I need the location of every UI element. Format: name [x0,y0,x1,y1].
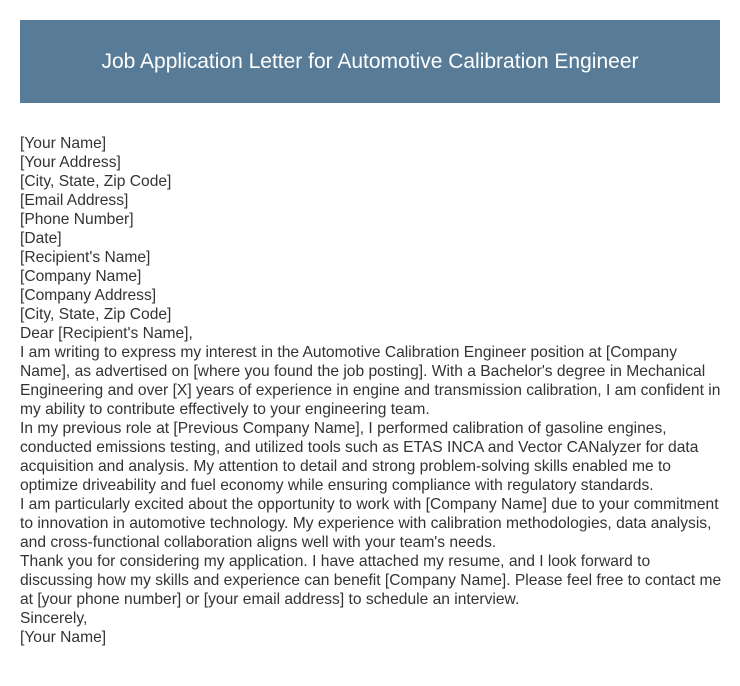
body-paragraph-experience: In my previous role at [Previous Company Name], I performed calibration of gasoline engines, conducted emissions testing, and utilized tools such as ETAS INCA and Vector CANalyzer for data acquisition and analysis. My attention to detail and strong problem-solving skills enabled me to optimize driveability and fuel economy while ensuring compliance with regulatory standards. [20,420,699,494]
letter-body [20,134,722,647]
sender-city-state-zip: [City, State, Zip Code] [20,173,172,190]
recipient-company: [Company Name] [20,268,142,285]
title-banner [20,20,720,103]
sender-name: [Your Name] [20,135,107,152]
sender-address: [Your Address] [20,154,121,171]
sender-phone: [Phone Number] [20,211,134,228]
signature-name: [Your Name] [20,629,107,646]
recipient-city-state-zip: [City, State, Zip Code] [20,306,172,323]
sender-email: [Email Address] [20,192,129,209]
body-paragraph-interest: I am writing to express my interest in the Automotive Calibration Engineer position at [Company Name], as advertised on [where you found the job posting]. With a Bachelor's degree in Mechanical Engineering and over [X] years of experience in engine and transmission calibration, I am confident in my ability to contribute effectively to your engineering team. [20,344,721,418]
body-paragraph-closing: Thank you for considering my application. I have attached my resume, and I look forward to discussing how my skills and experience can benefit [Company Name]. Please feel free to contact me at [your phone number] or [your email address] to schedule an interview. [20,553,722,608]
recipient-name: [Recipient's Name] [20,249,151,266]
closing: Sincerely, [20,610,88,627]
letter-date: [Date] [20,230,62,247]
recipient-company-address: [Company Address] [20,287,157,304]
body-paragraph-motivation: I am particularly excited about the opportunity to work with [Company Name] due to your commitment to innovation in automotive technology. My experience with calibration methodologies, data analysis, and cross-functional collaboration aligns well with your team's needs. [20,496,719,551]
page-title: Job Application Letter for Automotive Calibration Engineer [101,49,639,73]
salutation: Dear [Recipient's Name], [20,325,193,342]
